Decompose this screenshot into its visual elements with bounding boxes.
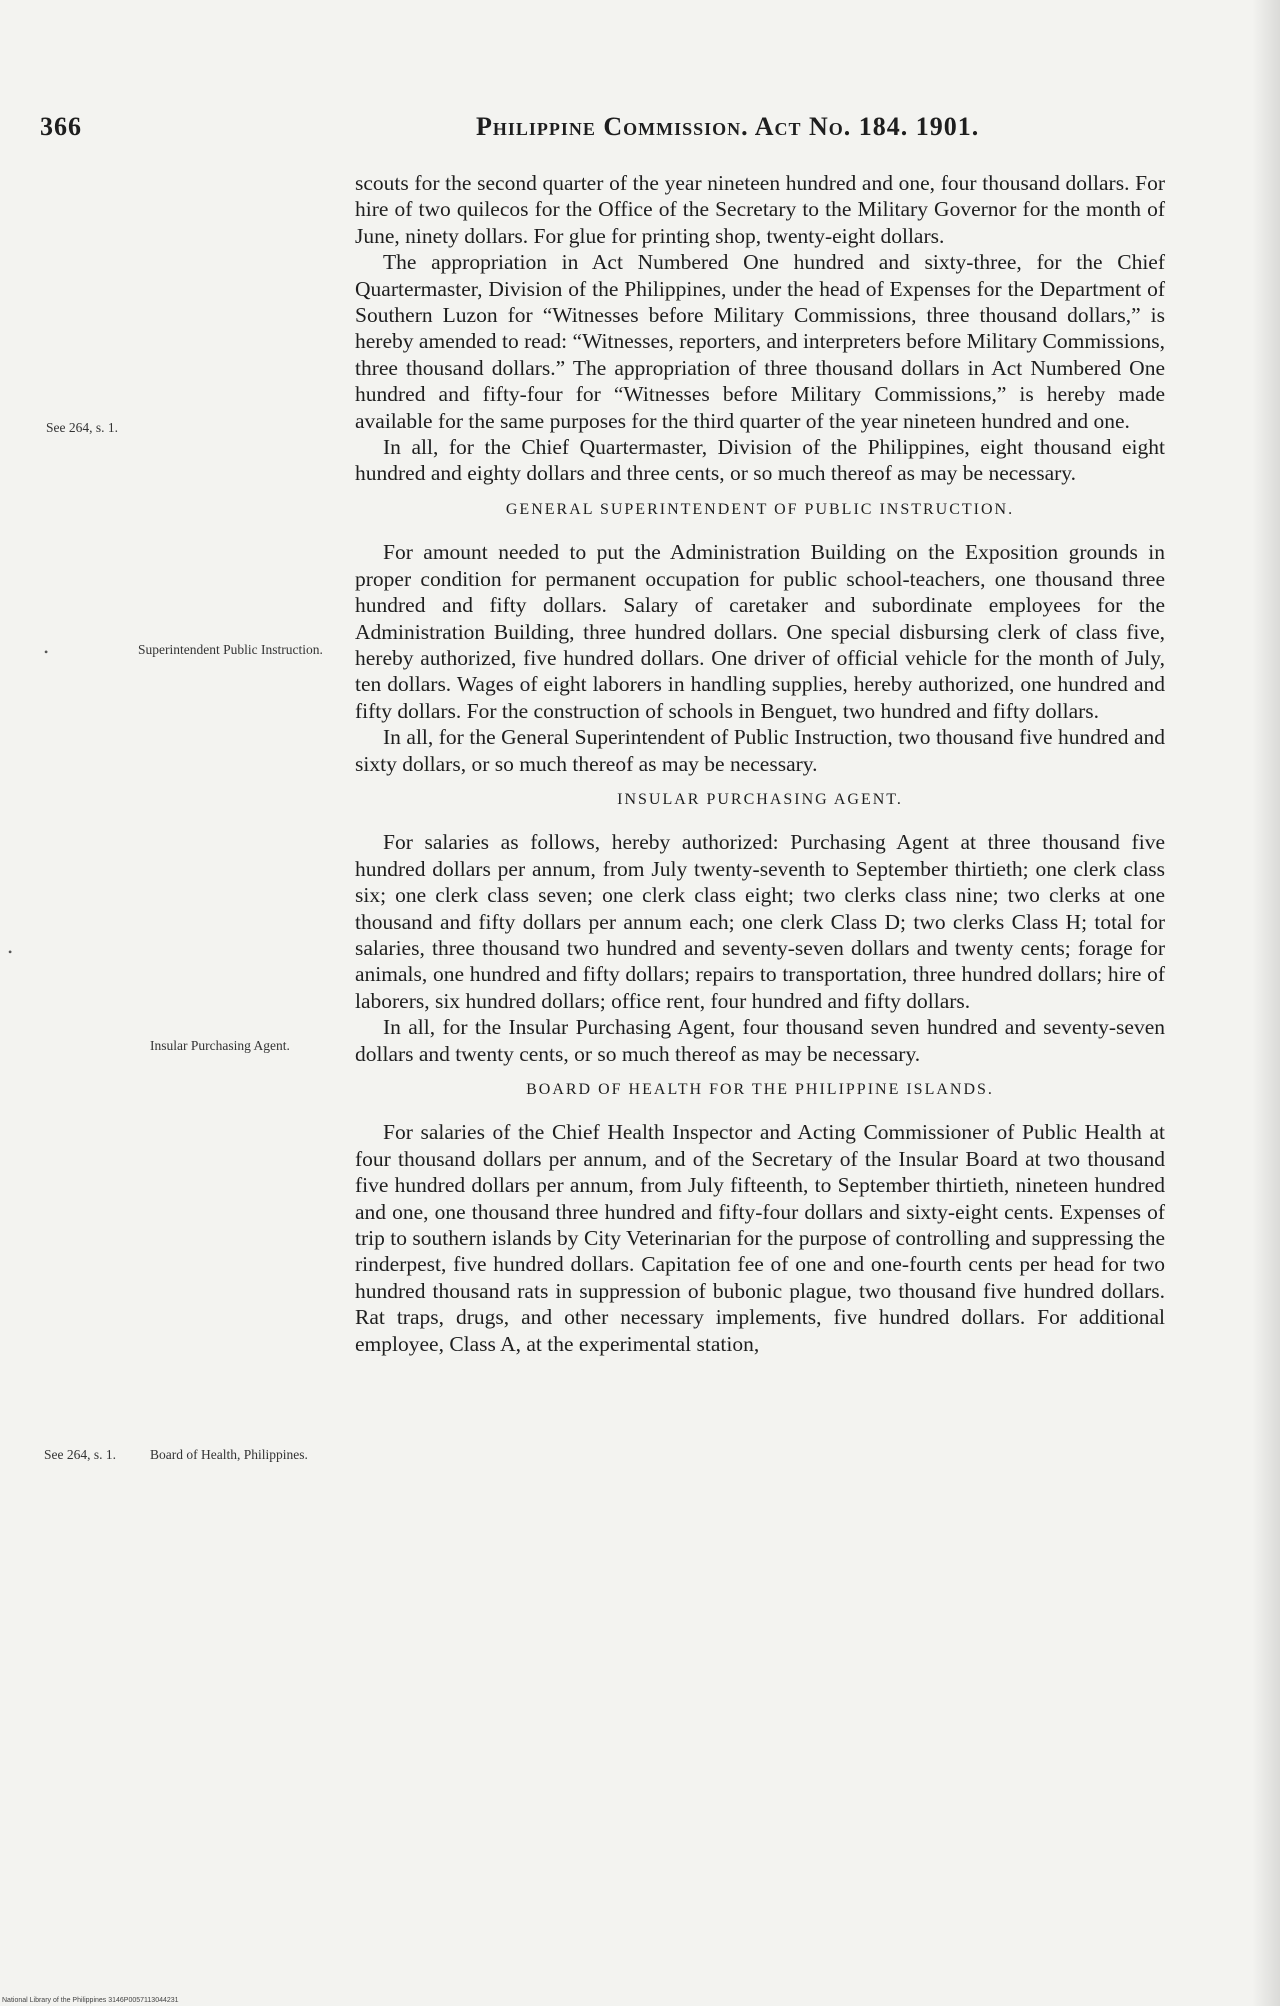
paragraph: scouts for the second quarter of the year nineteen hundred and one, four thousand dollars. For hire of two quilecos for the Office of the Secretary to the Military Governor for the month of June, ninety dollars. For glue for printing shop, twenty-eight dollars.	[355, 171, 1165, 248]
margin-note-see-264-b: See 264, s. 1.	[44, 1447, 116, 1462]
margin-dot-2: •	[8, 945, 13, 959]
section-heading-purchasing-agent: INSULAR PURCHASING AGENT.	[617, 790, 903, 808]
running-title: Philippine Commission. Act No. 184. 1901.	[476, 112, 980, 141]
margin-note-superintendent: Superintendent Public Instruction.	[138, 642, 323, 657]
section-heading-public-instruction: GENERAL SUPERINTENDENT OF PUBLIC INSTRUCTION.	[505, 500, 1015, 518]
section-heading-board-of-health: BOARD OF HEALTH FOR THE PHILIPPINE ISLANDS.	[526, 1081, 994, 1098]
paragraph: The appropriation in Act Numbered One hundred and sixty-three, for the Chief Quartermaster, Division of the Philippines, under the head of Expenses for the Department of Southern Luzon for “Witnesses before Military Commissions, three thousand dollars,” is hereby amended to read: “Witnesses, reporters, and interpreters before Military Commissions, three thousand dollars.” The appropriation of three thousand dollars in Act Numbered One hundred and fifty-four for “Witnesses before Military Commissions,” is hereby made available for the same purposes for the third quarter of the year nineteen hundred and one.	[355, 250, 1165, 433]
margin-dot-1: •	[44, 645, 49, 659]
scan-credit: National Library of the Philippines 3146P0057113044231	[2, 1997, 179, 2004]
paragraph: For amount needed to put the Administration Building on the Exposition grounds in proper condition for permanent occupation for public school-teachers, one thousand three hundred and fifty dollars. Salary of caretaker and subordinate employees for the Administration Building, three hundred dollars. One special disbursing clerk of class five, hereby authorized, five hundred dollars. One driver of official vehicle for the month of July, ten dollars. Wages of eight laborers in handling supplies, hereby authorized, one hundred and fifty dollars. For the construction of schools in Benguet, two hundred and fifty dollars.	[355, 540, 1165, 723]
page-edge-shadow	[1252, 0, 1280, 2006]
paragraph: In all, for the General Superintendent of Public Instruction, two thousand five hundred and sixty dollars, or so much thereof as may be necessary.	[355, 725, 1165, 776]
margin-note-purchasing: Insular Purchasing Agent.	[150, 1038, 290, 1053]
paragraph: In all, for the Insular Purchasing Agent, four thousand seven hundred and seventy-seven dollars and twenty cents, or so much thereof as may be necessary.	[355, 1015, 1165, 1066]
margin-note-see-264-a: See 264, s. 1.	[46, 420, 118, 435]
margin-note-board: Board of Health, Philippines.	[150, 1447, 308, 1462]
body-text	[355, 170, 1165, 1357]
page-header	[40, 112, 1080, 146]
paragraph: In all, for the Chief Quartermaster, Division of the Philippines, eight thousand eight hundred and eighty dollars and three cents, or so much thereof as may be necessary.	[355, 435, 1165, 486]
paragraph: For salaries of the Chief Health Inspector and Acting Commissioner of Public Health at four thousand dollars per annum, and of the Secretary of the Insular Board at two thousand five hundred dollars per annum, from July fifteenth, to September thirtieth, nineteen hundred and one, one thousand three hundred and fifty-four dollars and sixty-eight cents. Expenses of trip to southern islands by City Veterinarian for the purpose of controlling and suppressing the rinderpest, five hundred dollars. Capitation fee of one and one-fourth cents per head for two hundred thousand rats in suppression of bubonic plague, two thousand five hundred dollars. Rat traps, drugs, and other necessary implements, five hundred dollars. For additional employee, Class A, at the experimental station,	[355, 1120, 1165, 1356]
page-number: 366	[40, 112, 82, 141]
paragraph: For salaries as follows, hereby authorized: Purchasing Agent at three thousand five hundred dollars per annum, from July twenty-seventh to September thirtieth; one clerk class six; one clerk class seven; one clerk class eight; two clerks class nine; two clerks at one thousand and fifty dollars per annum each; one clerk Class D; two clerks Class H; total for salaries, three thousand two hundred and seventy-seven dollars and twenty cents; forage for animals, one hundred and fifty dollars; repairs to transportation, three hundred dollars; hire of laborers, six hundred dollars; office rent, four hundred and fifty dollars.	[355, 830, 1165, 1013]
